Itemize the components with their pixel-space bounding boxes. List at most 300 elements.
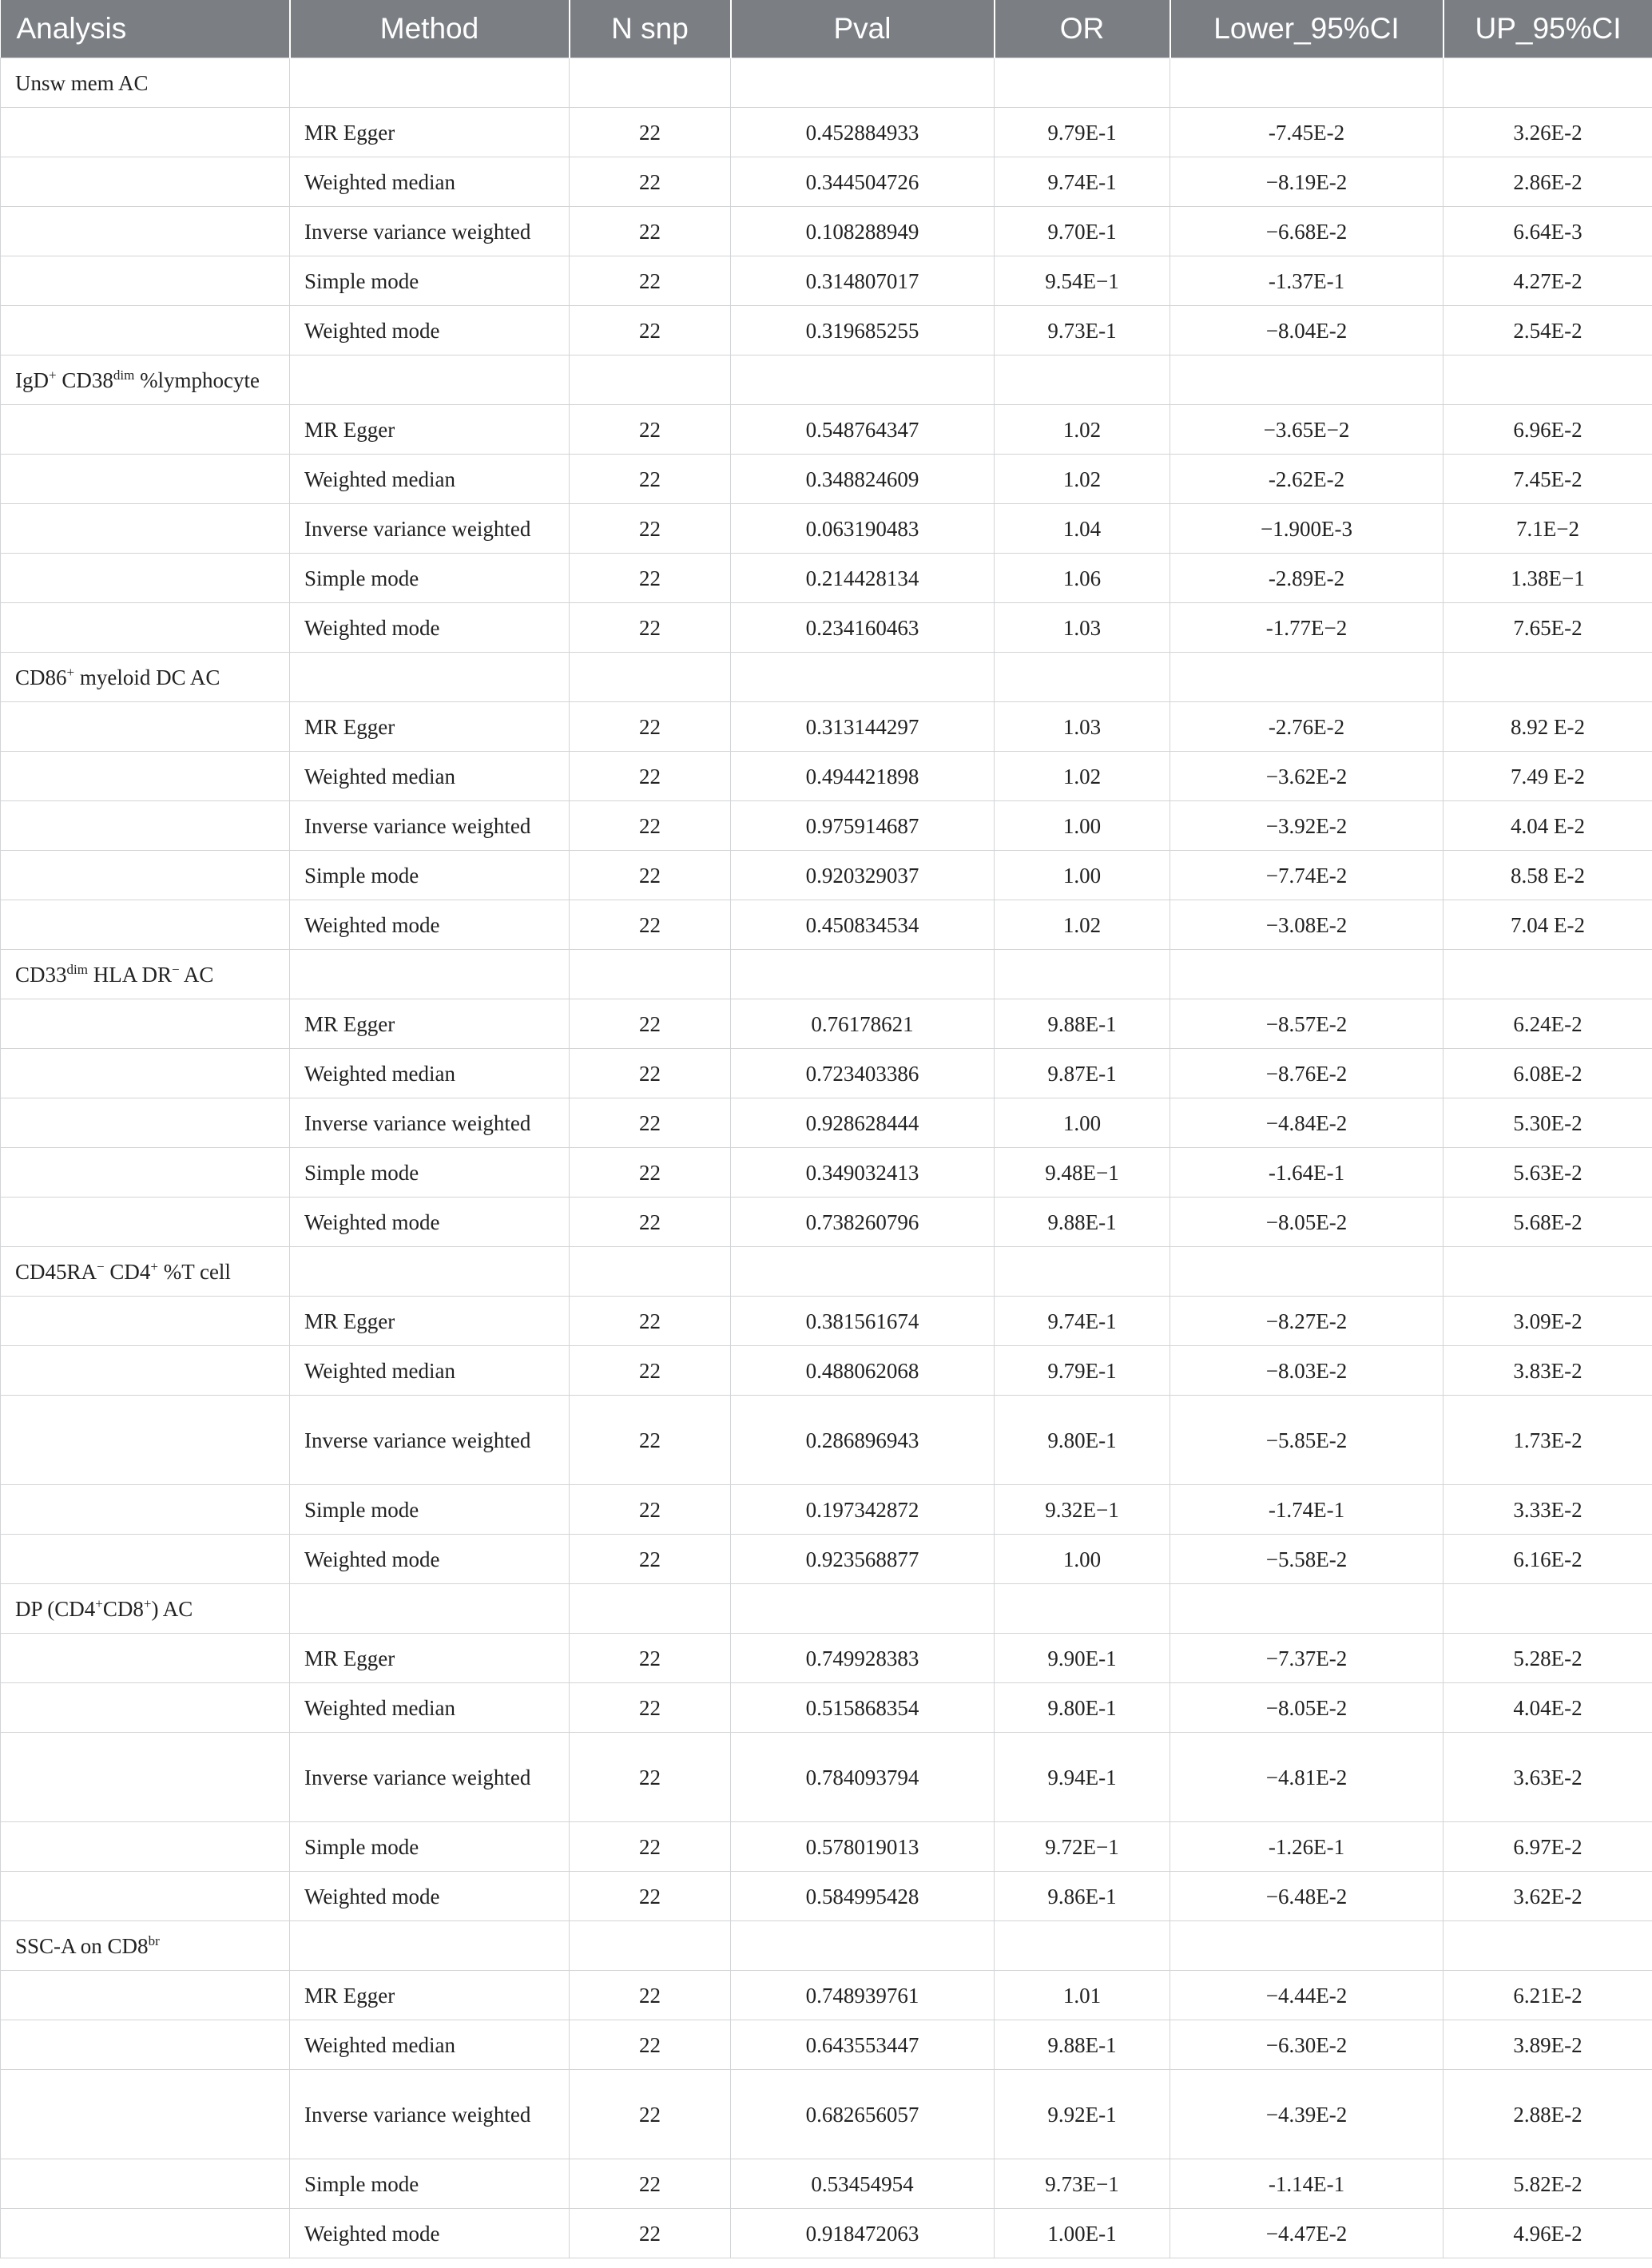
pval-cell: 0.452884933 bbox=[731, 108, 995, 157]
table-row bbox=[1, 1634, 1652, 1683]
table-row bbox=[1, 801, 1652, 851]
method-cell: Weighted mode bbox=[290, 1872, 570, 1921]
n-snp-cell: 22 bbox=[570, 1872, 731, 1921]
empty-cell bbox=[731, 355, 995, 405]
table-row bbox=[1, 851, 1652, 900]
header-analysis: Analysis bbox=[1, 0, 290, 58]
table-row bbox=[1, 108, 1652, 157]
lower-ci-cell: −3.65E−2 bbox=[1170, 405, 1444, 455]
empty-cell bbox=[290, 653, 570, 702]
empty-cell bbox=[1, 1872, 290, 1921]
empty-cell bbox=[1, 504, 290, 554]
empty-cell bbox=[1170, 355, 1444, 405]
table-row bbox=[1, 1872, 1652, 1921]
table-row bbox=[1, 2209, 1652, 2258]
pval-cell: 0.197342872 bbox=[731, 1485, 995, 1535]
pval-cell: 0.349032413 bbox=[731, 1148, 995, 1198]
pval-cell: 0.488062068 bbox=[731, 1346, 995, 1396]
empty-cell bbox=[1, 1822, 290, 1872]
empty-cell bbox=[1444, 950, 1652, 999]
n-snp-cell: 22 bbox=[570, 1198, 731, 1247]
lower-ci-cell: −3.08E-2 bbox=[1170, 900, 1444, 950]
up-ci-cell: 5.30E-2 bbox=[1444, 1098, 1652, 1148]
lower-ci-cell: −6.48E-2 bbox=[1170, 1872, 1444, 1921]
method-cell: Inverse variance weighted bbox=[290, 1098, 570, 1148]
lower-ci-cell: -1.74E-1 bbox=[1170, 1485, 1444, 1535]
analysis-label: CD86+ myeloid DC AC bbox=[1, 653, 290, 702]
up-ci-cell: 4.27E-2 bbox=[1444, 256, 1652, 306]
or-cell: 1.04 bbox=[995, 504, 1170, 554]
or-cell: 9.74E-1 bbox=[995, 1297, 1170, 1346]
empty-cell bbox=[1170, 1921, 1444, 1971]
empty-cell bbox=[1, 1346, 290, 1396]
method-cell: Inverse variance weighted bbox=[290, 1396, 570, 1485]
n-snp-cell: 22 bbox=[570, 1634, 731, 1683]
table-row bbox=[1, 455, 1652, 504]
up-ci-cell: 2.86E-2 bbox=[1444, 157, 1652, 207]
table-row bbox=[1, 1535, 1652, 1584]
or-cell: 1.02 bbox=[995, 455, 1170, 504]
or-cell: 1.02 bbox=[995, 752, 1170, 801]
empty-cell bbox=[570, 355, 731, 405]
table-row bbox=[1, 207, 1652, 256]
n-snp-cell: 22 bbox=[570, 2020, 731, 2070]
n-snp-cell: 22 bbox=[570, 1733, 731, 1822]
empty-cell bbox=[1, 1683, 290, 1733]
analysis-label: $CD33^{dim}$ HLA DR− AC bbox=[1, 950, 290, 999]
pval-cell: 0.723403386 bbox=[731, 1049, 995, 1098]
group-row bbox=[1, 1247, 1652, 1297]
table-row bbox=[1, 554, 1652, 603]
or-cell: 1.00E-1 bbox=[995, 2209, 1170, 2258]
up-ci-cell: 1.73E-2 bbox=[1444, 1396, 1652, 1485]
pval-cell: 0.784093794 bbox=[731, 1733, 995, 1822]
n-snp-cell: 22 bbox=[570, 801, 731, 851]
header-up-95ci: UP_95%CI bbox=[1444, 0, 1652, 58]
empty-cell bbox=[1, 801, 290, 851]
empty-cell bbox=[1, 1198, 290, 1247]
header-row bbox=[1, 0, 1652, 58]
pval-cell: 0.918472063 bbox=[731, 2209, 995, 2258]
or-cell: 9.88E-1 bbox=[995, 2020, 1170, 2070]
analysis-label: CD45RA− CD4+ %T cell bbox=[1, 1247, 290, 1297]
n-snp-cell: 22 bbox=[570, 1049, 731, 1098]
up-ci-cell: 2.54E-2 bbox=[1444, 306, 1652, 355]
method-cell: Weighted median bbox=[290, 1683, 570, 1733]
up-ci-cell: 7.45E-2 bbox=[1444, 455, 1652, 504]
lower-ci-cell: −4.44E-2 bbox=[1170, 1971, 1444, 2020]
pval-cell: 0.314807017 bbox=[731, 256, 995, 306]
table-row bbox=[1, 752, 1652, 801]
n-snp-cell: 22 bbox=[570, 256, 731, 306]
empty-cell bbox=[1, 157, 290, 207]
empty-cell bbox=[1444, 1584, 1652, 1634]
or-cell: 1.00 bbox=[995, 1535, 1170, 1584]
pval-cell: 0.548764347 bbox=[731, 405, 995, 455]
up-ci-cell: 8.58 E-2 bbox=[1444, 851, 1652, 900]
lower-ci-cell: −6.68E-2 bbox=[1170, 207, 1444, 256]
lower-ci-cell: -2.89E-2 bbox=[1170, 554, 1444, 603]
method-cell: Simple mode bbox=[290, 554, 570, 603]
method-cell: Weighted mode bbox=[290, 1535, 570, 1584]
empty-cell bbox=[1444, 1247, 1652, 1297]
up-ci-cell: 3.83E-2 bbox=[1444, 1346, 1652, 1396]
table-row bbox=[1, 1049, 1652, 1098]
lower-ci-cell: −5.58E-2 bbox=[1170, 1535, 1444, 1584]
or-cell: 1.00 bbox=[995, 801, 1170, 851]
n-snp-cell: 22 bbox=[570, 554, 731, 603]
empty-cell bbox=[570, 950, 731, 999]
empty-cell bbox=[995, 58, 1170, 108]
up-ci-cell: 3.33E-2 bbox=[1444, 1485, 1652, 1535]
lower-ci-cell: -1.64E-1 bbox=[1170, 1148, 1444, 1198]
empty-cell bbox=[1, 900, 290, 950]
method-cell: Weighted median bbox=[290, 455, 570, 504]
lower-ci-cell: −7.74E-2 bbox=[1170, 851, 1444, 900]
table-row bbox=[1, 1971, 1652, 2020]
analysis-label: SSC-A on $CD8^{br}$ bbox=[1, 1921, 290, 1971]
up-ci-cell: 6.97E-2 bbox=[1444, 1822, 1652, 1872]
table-row bbox=[1, 1822, 1652, 1872]
empty-cell bbox=[995, 1921, 1170, 1971]
or-cell: 1.02 bbox=[995, 405, 1170, 455]
method-cell: MR Egger bbox=[290, 108, 570, 157]
n-snp-cell: 22 bbox=[570, 999, 731, 1049]
up-ci-cell: 3.26E-2 bbox=[1444, 108, 1652, 157]
pval-cell: 0.515868354 bbox=[731, 1683, 995, 1733]
or-cell: 1.02 bbox=[995, 900, 1170, 950]
table-row bbox=[1, 1346, 1652, 1396]
empty-cell bbox=[1, 1396, 290, 1485]
empty-cell bbox=[1, 1148, 290, 1198]
n-snp-cell: 22 bbox=[570, 1683, 731, 1733]
up-ci-cell: 3.89E-2 bbox=[1444, 2020, 1652, 2070]
n-snp-cell: 22 bbox=[570, 306, 731, 355]
up-ci-cell: 6.16E-2 bbox=[1444, 1535, 1652, 1584]
lower-ci-cell: −8.76E-2 bbox=[1170, 1049, 1444, 1098]
lower-ci-cell: −8.27E-2 bbox=[1170, 1297, 1444, 1346]
empty-cell bbox=[1170, 653, 1444, 702]
up-ci-cell: 5.68E-2 bbox=[1444, 1198, 1652, 1247]
lower-ci-cell: -7.45E-2 bbox=[1170, 108, 1444, 157]
or-cell: 1.06 bbox=[995, 554, 1170, 603]
n-snp-cell: 22 bbox=[570, 1822, 731, 1872]
empty-cell bbox=[1, 752, 290, 801]
pval-cell: 0.738260796 bbox=[731, 1198, 995, 1247]
pval-cell: 0.928628444 bbox=[731, 1098, 995, 1148]
analysis-label: Unsw mem AC bbox=[1, 58, 290, 108]
lower-ci-cell: −8.03E-2 bbox=[1170, 1346, 1444, 1396]
method-cell: Weighted median bbox=[290, 1049, 570, 1098]
pval-cell: 0.450834534 bbox=[731, 900, 995, 950]
empty-cell bbox=[1, 1098, 290, 1148]
pval-cell: 0.53454954 bbox=[731, 2159, 995, 2209]
empty-cell bbox=[570, 1584, 731, 1634]
pval-cell: 0.313144297 bbox=[731, 702, 995, 752]
empty-cell bbox=[995, 653, 1170, 702]
empty-cell bbox=[995, 1584, 1170, 1634]
lower-ci-cell: −5.85E-2 bbox=[1170, 1396, 1444, 1485]
up-ci-cell: 3.63E-2 bbox=[1444, 1733, 1652, 1822]
lower-ci-cell: -1.37E-1 bbox=[1170, 256, 1444, 306]
header-or: OR bbox=[995, 0, 1170, 58]
or-cell: 1.00 bbox=[995, 1098, 1170, 1148]
group-row bbox=[1, 355, 1652, 405]
lower-ci-cell: -1.26E-1 bbox=[1170, 1822, 1444, 1872]
empty-cell bbox=[1444, 1921, 1652, 1971]
up-ci-cell: 3.09E-2 bbox=[1444, 1297, 1652, 1346]
or-cell: 9.32E−1 bbox=[995, 1485, 1170, 1535]
empty-cell bbox=[731, 950, 995, 999]
table-row bbox=[1, 1297, 1652, 1346]
up-ci-cell: 7.04 E-2 bbox=[1444, 900, 1652, 950]
n-snp-cell: 22 bbox=[570, 455, 731, 504]
lower-ci-cell: −6.30E-2 bbox=[1170, 2020, 1444, 2070]
empty-cell bbox=[1, 2020, 290, 2070]
method-cell: Weighted median bbox=[290, 157, 570, 207]
method-cell: Weighted mode bbox=[290, 1198, 570, 1247]
empty-cell bbox=[1170, 58, 1444, 108]
empty-cell bbox=[1444, 653, 1652, 702]
empty-cell bbox=[731, 1584, 995, 1634]
header-method: Method bbox=[290, 0, 570, 58]
n-snp-cell: 22 bbox=[570, 1535, 731, 1584]
pval-cell: 0.494421898 bbox=[731, 752, 995, 801]
or-cell: 9.73E-1 bbox=[995, 306, 1170, 355]
lower-ci-cell: −4.81E-2 bbox=[1170, 1733, 1444, 1822]
table-row bbox=[1, 702, 1652, 752]
or-cell: 9.94E-1 bbox=[995, 1733, 1170, 1822]
empty-cell bbox=[1, 1733, 290, 1822]
up-ci-cell: 3.62E-2 bbox=[1444, 1872, 1652, 1921]
empty-cell bbox=[290, 1584, 570, 1634]
header-pval: Pval bbox=[731, 0, 995, 58]
pval-cell: 0.920329037 bbox=[731, 851, 995, 900]
or-cell: 9.92E-1 bbox=[995, 2070, 1170, 2159]
method-cell: MR Egger bbox=[290, 999, 570, 1049]
or-cell: 9.73E−1 bbox=[995, 2159, 1170, 2209]
empty-cell bbox=[1, 455, 290, 504]
n-snp-cell: 22 bbox=[570, 1148, 731, 1198]
empty-cell bbox=[1, 1535, 290, 1584]
empty-cell bbox=[570, 1247, 731, 1297]
table-row bbox=[1, 1198, 1652, 1247]
empty-cell bbox=[290, 355, 570, 405]
method-cell: Inverse variance weighted bbox=[290, 207, 570, 256]
up-ci-cell: 6.08E-2 bbox=[1444, 1049, 1652, 1098]
header-n-snp: N snp bbox=[570, 0, 731, 58]
or-cell: 1.00 bbox=[995, 851, 1170, 900]
table-body bbox=[1, 58, 1652, 2258]
pval-cell: 0.286896943 bbox=[731, 1396, 995, 1485]
or-cell: 9.54E−1 bbox=[995, 256, 1170, 306]
method-cell: Simple mode bbox=[290, 851, 570, 900]
empty-cell bbox=[731, 1247, 995, 1297]
method-cell: Weighted median bbox=[290, 1346, 570, 1396]
method-cell: MR Egger bbox=[290, 702, 570, 752]
up-ci-cell: 6.24E-2 bbox=[1444, 999, 1652, 1049]
lower-ci-cell: −8.05E-2 bbox=[1170, 1683, 1444, 1733]
or-cell: 1.03 bbox=[995, 702, 1170, 752]
n-snp-cell: 22 bbox=[570, 1971, 731, 2020]
empty-cell bbox=[570, 1921, 731, 1971]
up-ci-cell: 5.63E-2 bbox=[1444, 1148, 1652, 1198]
empty-cell bbox=[731, 1921, 995, 1971]
lower-ci-cell: −7.37E-2 bbox=[1170, 1634, 1444, 1683]
lower-ci-cell: -1.77E−2 bbox=[1170, 603, 1444, 653]
up-ci-cell: 4.04 E-2 bbox=[1444, 801, 1652, 851]
empty-cell bbox=[731, 58, 995, 108]
empty-cell bbox=[1, 554, 290, 603]
n-snp-cell: 22 bbox=[570, 752, 731, 801]
n-snp-cell: 22 bbox=[570, 504, 731, 554]
empty-cell bbox=[1170, 950, 1444, 999]
table-row bbox=[1, 157, 1652, 207]
empty-cell bbox=[290, 1921, 570, 1971]
n-snp-cell: 22 bbox=[570, 1098, 731, 1148]
empty-cell bbox=[1, 256, 290, 306]
table-row bbox=[1, 603, 1652, 653]
method-cell: MR Egger bbox=[290, 405, 570, 455]
empty-cell bbox=[1, 702, 290, 752]
lower-ci-cell: −4.84E-2 bbox=[1170, 1098, 1444, 1148]
up-ci-cell: 5.82E-2 bbox=[1444, 2159, 1652, 2209]
pval-cell: 0.578019013 bbox=[731, 1822, 995, 1872]
empty-cell bbox=[1170, 1247, 1444, 1297]
analysis-label: DP (CD4+CD8+) AC bbox=[1, 1584, 290, 1634]
pval-cell: 0.975914687 bbox=[731, 801, 995, 851]
header-lower-95ci: Lower_95%CI bbox=[1170, 0, 1444, 58]
method-cell: Inverse variance weighted bbox=[290, 2070, 570, 2159]
n-snp-cell: 22 bbox=[570, 1346, 731, 1396]
up-ci-cell: 2.88E-2 bbox=[1444, 2070, 1652, 2159]
method-cell: MR Egger bbox=[290, 1971, 570, 2020]
empty-cell bbox=[1, 851, 290, 900]
or-cell: 9.86E-1 bbox=[995, 1872, 1170, 1921]
empty-cell bbox=[1, 1049, 290, 1098]
n-snp-cell: 22 bbox=[570, 2159, 731, 2209]
group-row bbox=[1, 950, 1652, 999]
lower-ci-cell: −4.47E-2 bbox=[1170, 2209, 1444, 2258]
method-cell: MR Egger bbox=[290, 1297, 570, 1346]
method-cell: Simple mode bbox=[290, 1822, 570, 1872]
empty-cell bbox=[290, 1247, 570, 1297]
table-row bbox=[1, 2020, 1652, 2070]
pval-cell: 0.063190483 bbox=[731, 504, 995, 554]
n-snp-cell: 22 bbox=[570, 1485, 731, 1535]
method-cell: MR Egger bbox=[290, 1634, 570, 1683]
or-cell: 9.48E−1 bbox=[995, 1148, 1170, 1198]
n-snp-cell: 22 bbox=[570, 405, 731, 455]
empty-cell bbox=[1, 306, 290, 355]
n-snp-cell: 22 bbox=[570, 2209, 731, 2258]
or-cell: 9.74E-1 bbox=[995, 157, 1170, 207]
empty-cell bbox=[290, 58, 570, 108]
empty-cell bbox=[1444, 58, 1652, 108]
table-header bbox=[1, 0, 1652, 58]
method-cell: Simple mode bbox=[290, 1485, 570, 1535]
n-snp-cell: 22 bbox=[570, 900, 731, 950]
pval-cell: 0.76178621 bbox=[731, 999, 995, 1049]
empty-cell bbox=[290, 950, 570, 999]
or-cell: 9.87E-1 bbox=[995, 1049, 1170, 1098]
empty-cell bbox=[1, 108, 290, 157]
table-row bbox=[1, 2070, 1652, 2159]
empty-cell bbox=[570, 58, 731, 108]
method-cell: Weighted median bbox=[290, 2020, 570, 2070]
empty-cell bbox=[1, 1297, 290, 1346]
lower-ci-cell: -1.14E-1 bbox=[1170, 2159, 1444, 2209]
or-cell: 1.01 bbox=[995, 1971, 1170, 2020]
method-cell: Simple mode bbox=[290, 256, 570, 306]
empty-cell bbox=[1, 2209, 290, 2258]
pval-cell: 0.108288949 bbox=[731, 207, 995, 256]
method-cell: Weighted median bbox=[290, 752, 570, 801]
pval-cell: 0.319685255 bbox=[731, 306, 995, 355]
empty-cell bbox=[995, 1247, 1170, 1297]
or-cell: 9.70E-1 bbox=[995, 207, 1170, 256]
lower-ci-cell: -2.76E-2 bbox=[1170, 702, 1444, 752]
lower-ci-cell: −8.05E-2 bbox=[1170, 1198, 1444, 1247]
or-cell: 9.80E-1 bbox=[995, 1396, 1170, 1485]
method-cell: Weighted mode bbox=[290, 900, 570, 950]
group-row bbox=[1, 1584, 1652, 1634]
n-snp-cell: 22 bbox=[570, 1297, 731, 1346]
empty-cell bbox=[1, 207, 290, 256]
table-row bbox=[1, 1683, 1652, 1733]
analysis-label: IgD+ $CD38^{dim}$ %lymphocyte bbox=[1, 355, 290, 405]
n-snp-cell: 22 bbox=[570, 108, 731, 157]
lower-ci-cell: −4.39E-2 bbox=[1170, 2070, 1444, 2159]
up-ci-cell: 6.21E-2 bbox=[1444, 1971, 1652, 2020]
up-ci-cell: 7.49 E-2 bbox=[1444, 752, 1652, 801]
up-ci-cell: 4.96E-2 bbox=[1444, 2209, 1652, 2258]
lower-ci-cell: −8.19E-2 bbox=[1170, 157, 1444, 207]
method-cell: Weighted mode bbox=[290, 2209, 570, 2258]
table-row bbox=[1, 999, 1652, 1049]
group-row bbox=[1, 653, 1652, 702]
lower-ci-cell: −1.900E-3 bbox=[1170, 504, 1444, 554]
or-cell: 9.88E-1 bbox=[995, 999, 1170, 1049]
method-cell: Simple mode bbox=[290, 2159, 570, 2209]
up-ci-cell: 5.28E-2 bbox=[1444, 1634, 1652, 1683]
group-row bbox=[1, 1921, 1652, 1971]
n-snp-cell: 22 bbox=[570, 851, 731, 900]
method-cell: Inverse variance weighted bbox=[290, 801, 570, 851]
pval-cell: 0.348824609 bbox=[731, 455, 995, 504]
or-cell: 9.79E-1 bbox=[995, 1346, 1170, 1396]
table-row bbox=[1, 1396, 1652, 1485]
table-row bbox=[1, 306, 1652, 355]
method-cell: Simple mode bbox=[290, 1148, 570, 1198]
n-snp-cell: 22 bbox=[570, 702, 731, 752]
table-row bbox=[1, 1148, 1652, 1198]
group-row bbox=[1, 58, 1652, 108]
up-ci-cell: 6.96E-2 bbox=[1444, 405, 1652, 455]
up-ci-cell: 4.04E-2 bbox=[1444, 1683, 1652, 1733]
pval-cell: 0.584995428 bbox=[731, 1872, 995, 1921]
pval-cell: 0.381561674 bbox=[731, 1297, 995, 1346]
empty-cell bbox=[1, 2159, 290, 2209]
empty-cell bbox=[1170, 1584, 1444, 1634]
up-ci-cell: 7.1E−2 bbox=[1444, 504, 1652, 554]
pval-cell: 0.923568877 bbox=[731, 1535, 995, 1584]
empty-cell bbox=[731, 653, 995, 702]
pval-cell: 0.214428134 bbox=[731, 554, 995, 603]
lower-ci-cell: −8.57E-2 bbox=[1170, 999, 1444, 1049]
lower-ci-cell: −8.04E-2 bbox=[1170, 306, 1444, 355]
or-cell: 9.88E-1 bbox=[995, 1198, 1170, 1247]
